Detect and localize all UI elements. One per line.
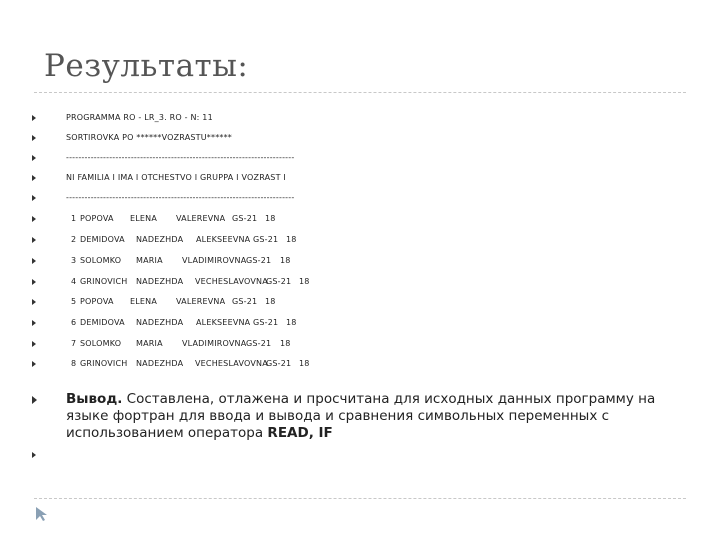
record-num: 2 [71, 235, 77, 244]
record-num: 4 [71, 277, 77, 286]
record-patronymic: VLADIMIROVNA [182, 256, 247, 265]
record-age: 18 [265, 214, 276, 223]
record-surname: POPOVA [80, 214, 114, 223]
record-patronymic: VALEREVNA [176, 214, 226, 223]
triangle-bullet-icon [32, 135, 36, 141]
triangle-bullet-icon [32, 237, 36, 243]
record-name: NADEZHDA [136, 318, 184, 327]
triangle-bullet-icon [32, 155, 36, 161]
record-name: NADEZHDA [136, 277, 184, 286]
record-num: 7 [71, 339, 77, 348]
record-group: GS-21 [266, 277, 292, 286]
conclusion-label: Вывод. [66, 391, 123, 407]
record-name: MARIA [136, 339, 163, 348]
record-group: GS-21 [246, 339, 272, 348]
dash-line-row [0, 192, 720, 208]
record-group: GS-21 [253, 318, 279, 327]
triangle-bullet-icon [32, 341, 36, 347]
record-age: 18 [286, 318, 297, 327]
record-patronymic: VALEREVNA [176, 297, 226, 306]
corner-arrow-icon [34, 506, 50, 522]
triangle-bullet-icon [32, 258, 36, 264]
record-age: 18 [299, 359, 310, 368]
record-row [0, 317, 720, 333]
record-row [0, 358, 720, 374]
record-group: GS-21 [246, 256, 272, 265]
record-group: GS-21 [232, 297, 258, 306]
record-patronymic: VECHESLAVOVNA [195, 359, 268, 368]
triangle-bullet-icon [32, 216, 36, 222]
record-name: ELENA [130, 214, 158, 223]
sort-line-row [0, 132, 720, 148]
record-patronymic: ALEKSEEVNA [196, 235, 251, 244]
record-row [0, 234, 720, 250]
record-surname: DEMIDOVA [80, 318, 125, 327]
program-line-row [0, 112, 720, 128]
record-patronymic: VECHESLAVOVNA [195, 277, 268, 286]
empty-bullet-row [0, 449, 720, 465]
record-age: 18 [299, 277, 310, 286]
record-group: GS-21 [253, 235, 279, 244]
record-num: 6 [71, 318, 77, 327]
program-line: PROGRAMMA RO - LR_3. RO - N: 11 [66, 113, 213, 122]
conclusion-operators: READ, IF [267, 425, 333, 441]
sort-line: SORTIROVKA PO ******VOZRASTU****** [66, 133, 233, 142]
triangle-bullet-icon [32, 195, 36, 201]
record-surname: GRINOVICH [80, 359, 128, 368]
record-age: 18 [280, 256, 291, 265]
header-line: NI FAMILIA I IMA I OTCHESTVO I GRUPPA I VOZRAST I [66, 173, 286, 182]
triangle-bullet-icon [32, 299, 36, 305]
record-surname: SOLOMKO [80, 256, 122, 265]
record-name: ELENA [130, 297, 158, 306]
record-surname: POPOVA [80, 297, 114, 306]
record-row [0, 276, 720, 292]
record-group: GS-21 [232, 214, 258, 223]
record-surname: DEMIDOVA [80, 235, 125, 244]
dash-line-row [0, 152, 720, 168]
record-surname: GRINOVICH [80, 277, 128, 286]
bottom-divider [34, 498, 686, 499]
conclusion-paragraph [66, 391, 686, 442]
record-name: MARIA [136, 256, 163, 265]
triangle-bullet-icon [32, 396, 37, 404]
triangle-bullet-icon [32, 320, 36, 326]
record-patronymic: VLADIMIROVNA [182, 339, 247, 348]
record-patronymic: ALEKSEEVNA [196, 318, 251, 327]
record-row [0, 213, 720, 229]
record-age: 18 [265, 297, 276, 306]
triangle-bullet-icon [32, 361, 36, 367]
record-age: 18 [280, 339, 291, 348]
record-row [0, 255, 720, 271]
conclusion-text: Составлена, отлажена и просчитана для исходных данных программу на языке фортран для ввода и вывода и сравнения символьных переменных с использованием оператора [66, 391, 656, 441]
triangle-bullet-icon [32, 452, 36, 458]
record-name: NADEZHDA [136, 235, 184, 244]
triangle-bullet-icon [32, 279, 36, 285]
record-surname: SOLOMKO [80, 339, 122, 348]
top-divider [34, 92, 686, 93]
record-num: 3 [71, 256, 77, 265]
triangle-bullet-icon [32, 175, 36, 181]
record-group: GS-21 [266, 359, 292, 368]
record-num: 1 [71, 214, 77, 223]
header-line-row [0, 172, 720, 188]
record-num: 5 [71, 297, 77, 306]
record-row [0, 296, 720, 312]
slide-title: Результаты: [44, 48, 249, 84]
dash-line: -------------------------------------------------------------------------- [66, 193, 295, 202]
triangle-bullet-icon [32, 115, 36, 121]
record-num: 8 [71, 359, 77, 368]
record-row [0, 338, 720, 354]
record-age: 18 [286, 235, 297, 244]
record-name: NADEZHDA [136, 359, 184, 368]
dash-line: -------------------------------------------------------------------------- [66, 153, 295, 162]
